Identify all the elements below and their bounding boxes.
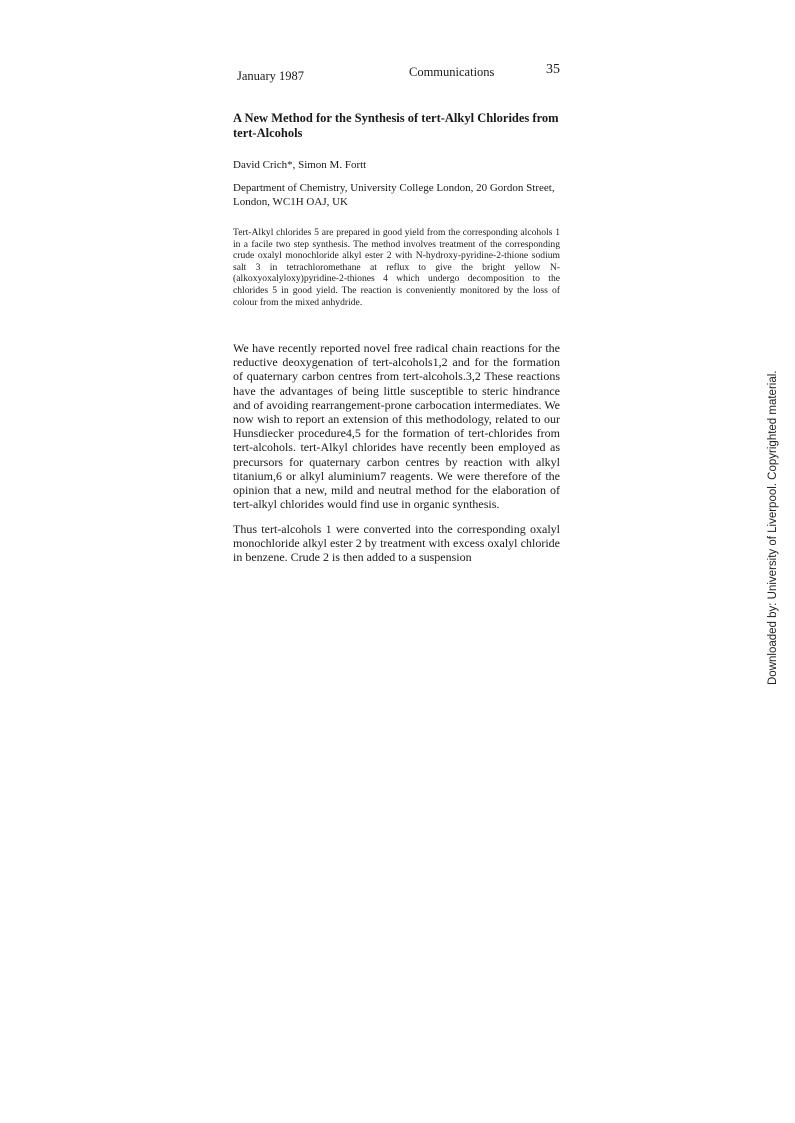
journal-section: Communications	[409, 65, 495, 79]
body-paragraph-1	[233, 341, 560, 511]
body-paragraph-2	[233, 522, 560, 565]
journal-date: January 1987	[237, 69, 304, 83]
page-number: 35	[546, 62, 560, 77]
paragraph-text: Thus tert-alcohols 1 were converted into the corresponding oxalyl monochloride alkyl ester 2 by treatment with excess oxalyl chloride in benzene. Crude 2 is then added to a suspension	[233, 522, 560, 565]
author-affiliation: Department of Chemistry, University College London, 20 Gordon Street, London, WC1H OAJ, UK	[233, 182, 555, 208]
download-copyright-notice: Downloaded by: University of Liverpool. Copyrighted material.	[767, 370, 779, 685]
article-title: A New Method for the Synthesis of tert-Alkyl Chlorides from tert-Alcohols	[233, 111, 559, 140]
article-abstract	[233, 227, 560, 308]
abstract-text: Tert-Alkyl chlorides 5 are prepared in good yield from the corresponding alcohols 1 in a facile two step synthesis. The method involves treatment of the corresponding crude oxalyl monochloride alkyl ester 2 with N-hydroxy-pyridine-2-thione sodium salt 3 in tetrachloromethane at reflux to give the bright yellow N-(alkoxyoxalyloxy)pyridine-2-thiones 4 which undergo decomposition to the chlorides 5 in good yield. The reaction is conveniently monitored by the loss of colour from the mixed anhydride.	[233, 227, 560, 308]
article-authors: David Crich*, Simon M. Fortt	[233, 159, 367, 171]
paragraph-text: We have recently reported novel free radical chain reactions for the reductive deoxygenation of tert-alcohols1,2 and for the formation of quaternary carbon centres from tert-alcohols.3,2 These reactions have the advantages of being little susceptible to steric hindrance and of avoiding rearrangement-prone carbocation intermediates. We now wish to report an extension of this methodology, related to our Hunsdiecker procedure4,5 for the formation of tert-chlorides from tert-alcohols. tert-Alkyl chlorides have recently been employed as precursors for quaternary carbon centres by reaction with alkyl titanium,6 or alkyl aluminium7 reagents. We were therefore of the opinion that a new, mild and neutral method for the elaboration of tert-alkyl chlorides would find use in organic synthesis.	[233, 341, 561, 512]
